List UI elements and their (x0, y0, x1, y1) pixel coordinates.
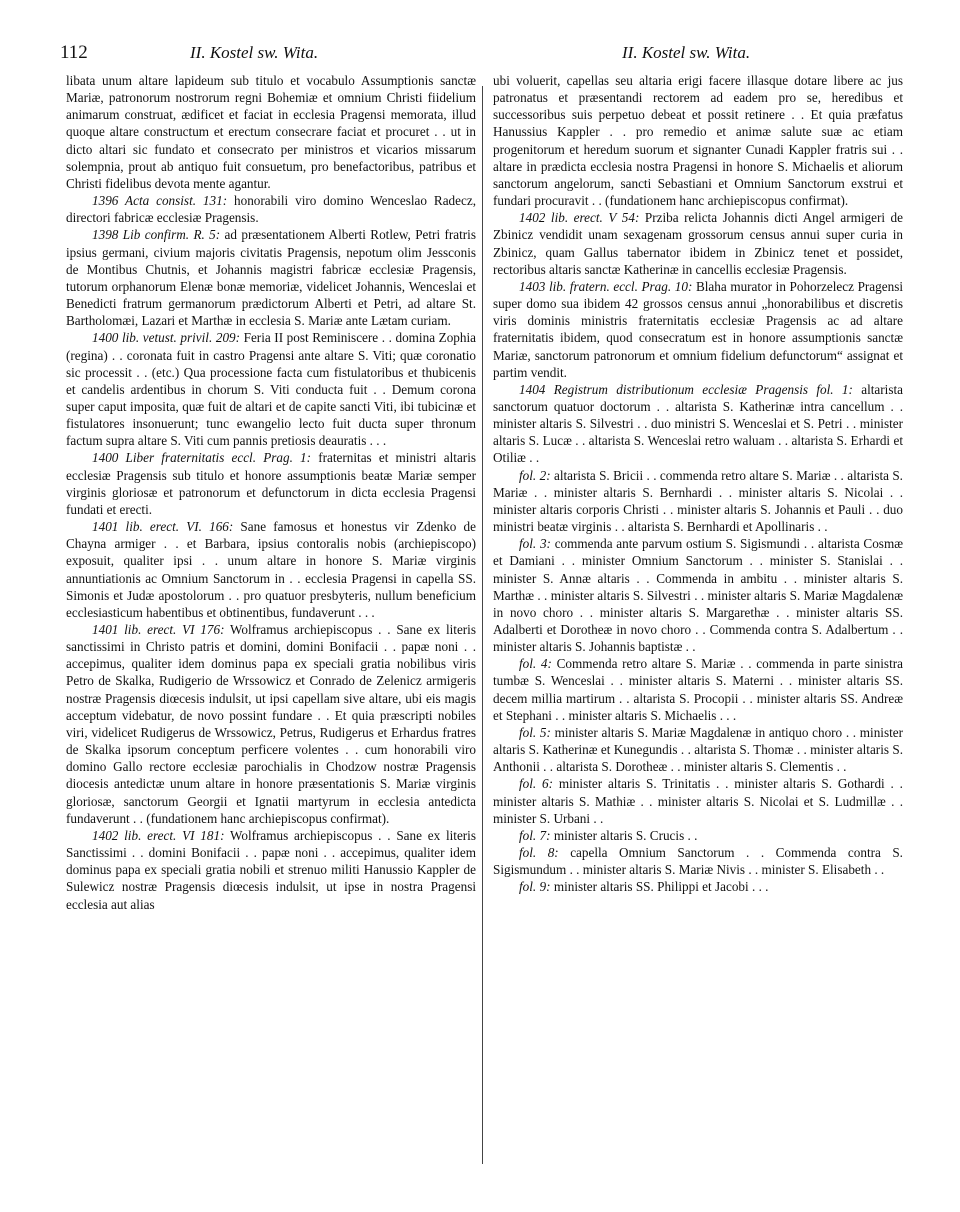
entry-reference: fol. 4: (519, 656, 552, 672)
entry-text: Wolframus archiepiscopus . . Sane ex literis sanctissimi in Christo patris et domini, domini Bonifacii . . papæ noni . . accepimus, qualiter idem dominus papa ex speciali gratia nobilibus viris Petro de Skalka, Rudigerio de Wrssowicz et Conrado de Zelenicz armigeris nostræ Pragensis diœcesis indulsit, ut ipsi capellam sive altare, ubi eis magis acceptum videbatur, de novo possint fundare . . Et quia præscripti nobiles viri, videlicet Rudigerus de Wrssowicz, Petrus, Rudigerus et Erhardus fratres de Skalka ipsorum conceptum perficere volentes . . cum honorabili viro domino Gallo rectore ecclesiæ parochialis in Chodzow nostræ Pragensis diocesis antedictæ unum altare in honore præsentationis S. Mariæ virginis gloriosæ, sanctorum Georgii et Ignatii martyrum in ecclesia antedicta fundaverunt . . (fundationem hanc archiepiscopus confirmat). (66, 622, 476, 826)
text-entry (493, 467, 903, 536)
text-entry (66, 329, 476, 449)
entry-text: minister altaris S. Mariæ Magdalenæ in antiquo choro . . minister altaris S. Katherinæ et Kunegundis . . altarista S. Thomæ . . minister altaris S. Anthonii . . altarista S. Dorotheæ . . minister altaris S. Clementis . . (493, 724, 903, 775)
text-entry (66, 226, 476, 329)
entry-text: Sane famosus et honestus vir Zdenko de Chayna armiger . . et Barbara, ipsius contoralis nobis (archiepiscopo) exposuit, qualiter ipsi . . unum altare in honore S. Mariæ virginis annuntiationis ac Omnium Sanctorum in . . ecclesia Pragensi in capella SS. Simonis et Judæ apostolorum . . pro quatuor presbyteris, nullum beneficium ecclesiasticum habentibus et obtinentibus, fundaverunt . . . (66, 519, 476, 620)
entry-text: ad præsentationem Alberti Rotlew, Petri fratris ipsius germani, civium majoris civitatis Pragensis, nepotum olim Jessconis de Montibus Chutnis, et Johannis magistri fabricæ ecclesiæ Pragensis, tutorum orphanorum Elenæ bonæ memoriæ, videlicet Johannis, Wenceslai et Benedicti fratrum germanorum prædictorum Alberti et Petri, ad altare St. Bartholomæi, Lazari et Marthæ in ecclesia S. Mariæ ante Lætam curiam. (66, 227, 476, 329)
page-header (60, 42, 900, 68)
text-entry (493, 724, 903, 775)
text-entry (493, 655, 903, 724)
entry-text: altarista sanctorum quatuor doctorum . . altarista S. Katherinæ intra cancellum . . minister altaris S. Silvestri . . duo ministri S. Wenceslai et S. Petri . . minister altaris S. Lucæ . . altarista S. Wenceslai retro waluam . . altarista S. Erhardi et Otiliæ . . (493, 381, 903, 466)
entry-reference: fol. 8: (519, 845, 559, 861)
entry-reference: 1403 lib. fratern. eccl. Prag. 10: (519, 278, 693, 294)
entry-reference: fol. 3: (519, 536, 551, 552)
entry-reference: 1400 lib. vetust. privil. 209: (92, 330, 241, 346)
right-column (493, 72, 903, 896)
entry-reference: fol. 6: (519, 776, 554, 792)
entry-text: Wolframus archiepiscopus . . Sane ex literis Sanctissimi . . domini Bonifacii . . papæ noni . . accepimus, qualiter idem dominus papa ex speciali gratia nobili et strenuo militi Hanussio Kappler de Sulewicz nostræ Pragensis diœcesis indulsit, ut ipse in nostra Pragensi ecclesia aut alias (66, 827, 476, 912)
text-entry (493, 535, 903, 655)
entry-text: minister altaris SS. Philippi et Jacobi . . . (550, 879, 769, 895)
text-entry (66, 827, 476, 913)
entry-text: Blaha murator in Pohorzelecz Pragensi super domo sua ibidem 42 grossos census annui „honorabilibus et discretis viris dominis ministris fraternitatis ecclesiæ Pragensis ac ad altare fraternitatis ibidem, quod consecratum est in honore assumptionis sanctæ Mariæ, sanctorum patronorum et omnium fidelium defunctorum“ assignat et partim vendit. (493, 278, 903, 380)
running-head-left: II. Kostel sw. Wita. (190, 43, 319, 62)
text-entry (493, 775, 903, 826)
running-head-right: II. Kostel sw. Wita. (622, 43, 751, 62)
entry-text: honorabili viro domino Wenceslao Radecz, directori fabricæ ecclesiæ Pragensis. (66, 193, 476, 226)
entry-reference: 1401 lib. erect. VI. 166: (92, 519, 234, 535)
text-entry (493, 381, 903, 467)
entry-reference: 1402 lib. erect. VI 181: (92, 827, 225, 843)
entry-reference: 1398 Lib confirm. R. 5: (92, 227, 221, 243)
left-column (66, 72, 476, 913)
entry-reference: 1402 lib. erect. V 54: (519, 210, 640, 226)
text-entry (66, 192, 476, 226)
entry-reference: fol. 2: (519, 467, 551, 483)
text-entry (493, 209, 903, 278)
entry-text: minister altaris S. Crucis . . (550, 827, 698, 843)
text-entry (493, 278, 903, 381)
entry-text: altarista S. Bricii . . commenda retro altare S. Mariæ . . altarista S. Mariæ . . minister altaris S. Bernhardi . . minister altaris S. Nicolai . . minister altaris corporis Christi . . minister altaris S. Johannis et Pauli . . duo ministri beatæ virginis . . altarista S. Bernhardi et Apollinaris . . (493, 467, 903, 535)
page-number: 112 (60, 42, 88, 63)
entry-text: Commenda retro altare S. Mariæ . . commenda in parte sinistra tumbæ S. Wenceslai . . minister altaris S. Materni . . minister altaris SS. decem millia martirum . . altarista S. Procopii . . minister altaris SS. Andreæ et Stephani . . minister altaris S. Michaelis . . . (493, 656, 903, 723)
entry-text: ubi voluerit, capellas seu altaria erigi facere illasque dotare libere ac jus patronatus et præsentandi rectorem ad eadem pro se, heredibus et successoribus suis perpetuo debeat et possit retinere . . Et quia præfatus Hanussius Kappler . . pro remedio et animæ salute suæ ac etiam progenitorum et heredum suorum et signanter Cunadi Kappler fratris sui . . altare in prædicta ecclesia nostra Pragensi in honore S. Michaelis et aliorum sanctorum angelorum, sancti Sebastiani et Omnium Sanctorum exstrui et fundari procuravit . . (fundationem hanc archiepiscopus confirmat). (493, 73, 903, 209)
entry-reference: fol. 9: (519, 879, 551, 895)
text-entry (493, 827, 903, 844)
entry-reference: fol. 5: (519, 724, 551, 740)
entry-text: fraternitas et ministri altaris ecclesiæ Pragensis sub titulo et honore assumptionis beatæ Mariæ semper virginis gloriosæ et patronorum et defunctorum in dicta ecclesia Pragensi fundati et erecti. (66, 450, 476, 517)
entry-reference: 1401 lib. erect. VI 176: (92, 622, 225, 637)
entry-text: minister altaris S. Trinitatis . . minister altaris S. Gothardi . . minister altaris S. Mathiæ . . minister altaris S. Nicolai et S. Ludmillæ . . minister S. Urbani . . (493, 776, 903, 826)
entry-text: Prziba relicta Johannis dicti Angel armigeri de Zbinicz vendidit unam sexagenam grossorum census annui super curia in Zbinicz, quam Gallus tabernator ibidem in Zbinicz tenet et possidet, rectoribus altaris sanctæ Katherinæ in cancellis ecclesiæ Pragensis. (493, 210, 904, 277)
entry-text: libata unum altare lapideum sub titulo et vocabulo Assumptionis sanctæ Mariæ, patronorum nostrorum regni Bohemiæ et omnium Christi fiidelium animarum construat, ædificet et faciat in ecclesia Pragensi memorata, illud quoque altare constructum et erectum consecrare faciat et procuret . . ut in dicto altari sic fundato et consecrato per ministros et vicarios missarum solempnia, prout ab antiquo fuit consuetum, pro benefactoribus, patribus et Christi fidelibus devota mente agantur. (66, 73, 476, 191)
entry-reference: 1400 Liber fraternitatis eccl. Prag. 1: (92, 450, 312, 466)
text-entry (493, 844, 903, 878)
entry-reference: 1404 Registrum distributionum ecclesiæ Pragensis fol. 1: (519, 381, 853, 397)
text-entry (493, 878, 903, 895)
entry-text: Feria II post Reminiscere . . domina Zophia (regina) . . coronata fuit in castro Pragensi ante altare S. Viti; quæ coronatio sic processit . . (etc.) Qua processione facta cum fistulatoribus et thubicenis et candelis ardentibus in chorum S. Viti conducta fuit . . Demum corona super caput imposita, quæ fuit de altari et de capite sancti Viti, ibi tubicinæ et fistulatores insonuerunt; tunc ewangelio lecto fuit ducta super thronum factum supra altare S. Viti cum pannis pretiosis deauratis . . . (66, 330, 476, 449)
column-divider (482, 86, 483, 1164)
entry-text: capella Omnium Sanctorum . . Commenda contra S. Sigismundum . . minister altaris S. Mariæ Nivis . . minister S. Elisabeth . . (493, 845, 903, 878)
entry-reference: fol. 7: (519, 827, 551, 843)
entry-text: commenda ante parvum ostium S. Sigismundi . . altarista Cosmæ et Damiani . . minister Omnium Sanctorum . . minister S. Stanislai . . minister S. Annæ altaris . . Commenda in ambitu . . minister altaris S. Marthæ . . minister altaris S. Silvestri . . minister altaris S. Mariæ Magdalenæ in novo choro . . minister altaris S. Margarethæ . . minister altaris SS. Adalberti et Dorotheæ in novo choro . . Commenda contra S. Adalbertum . . minister altaris S. Johannis baptistæ . . (493, 536, 903, 655)
text-entry (66, 621, 476, 827)
text-entry (66, 449, 476, 518)
text-entry (493, 72, 903, 209)
entry-reference: 1396 Acta consist. 131: (92, 193, 228, 209)
text-entry (66, 518, 476, 621)
text-entry (66, 72, 476, 192)
